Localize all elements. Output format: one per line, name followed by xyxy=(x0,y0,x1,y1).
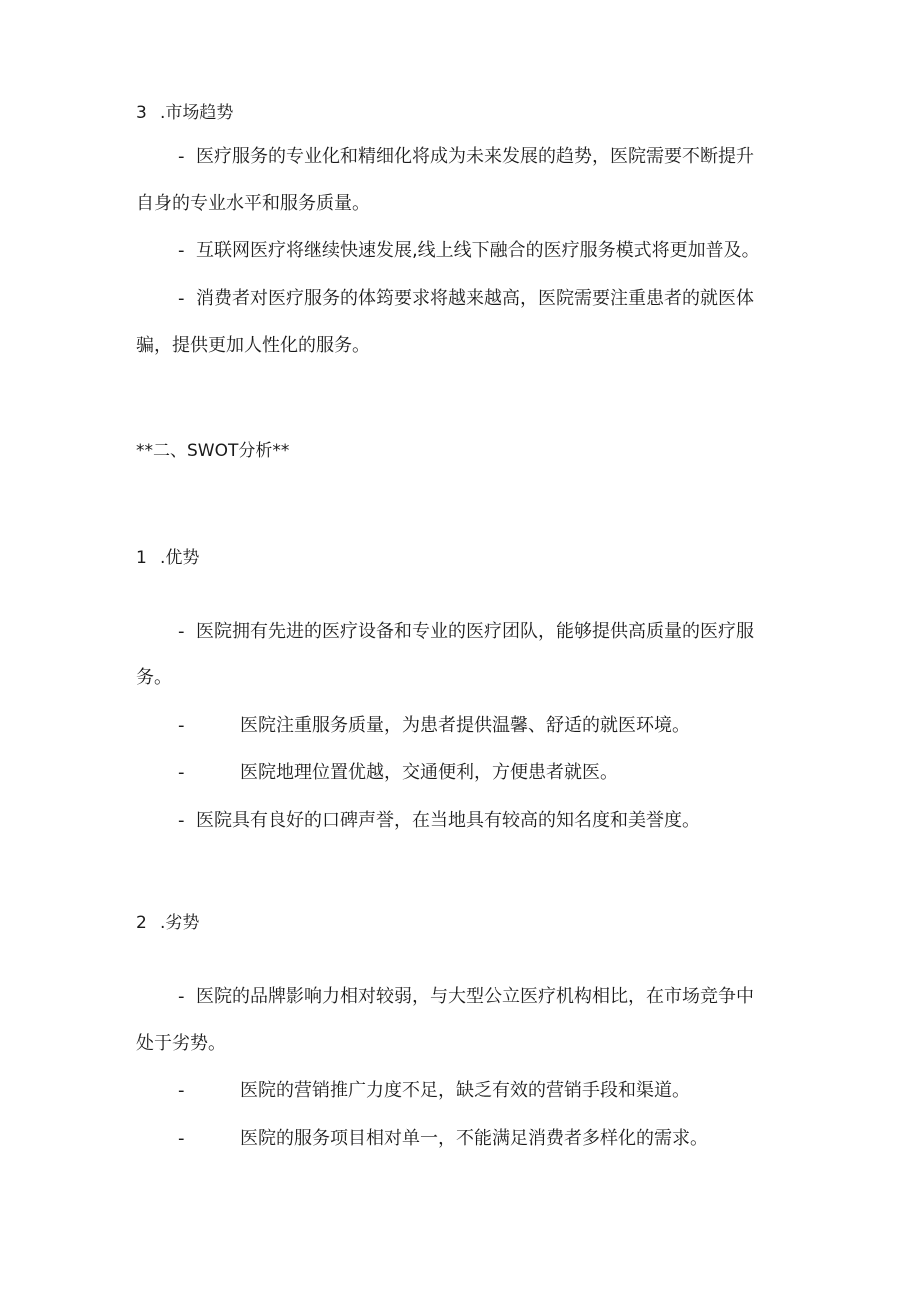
bullet-text: 医疗服务的专业化和精细化将成为未来发展的趋势，医院需要不断提升 xyxy=(195,146,754,167)
bullet-text: 医院具有良好的口碑声誉，在当地具有较高的知名度和美誉度。 xyxy=(195,810,700,831)
section-number: 3 xyxy=(136,103,147,123)
bullet-dash: - xyxy=(178,240,185,261)
bullet-line xyxy=(178,809,700,833)
section-number: 2 xyxy=(136,913,147,933)
bullet-text: 医院注重服务质量，为患者提供温馨、舒适的就医环境。 xyxy=(240,715,690,736)
bullet-dash: - xyxy=(178,715,185,736)
bullet-dash: - xyxy=(178,810,185,831)
swot-heading: **二、SWOT分析** xyxy=(136,441,290,461)
bullet-line xyxy=(178,287,754,311)
bullet-line xyxy=(178,985,754,1009)
bullet-text: 消费者对医疗服务的体筠要求将越来越高，医院需要注重患者的就医体 xyxy=(195,288,754,309)
bullet-line xyxy=(178,620,754,644)
bullet-continuation: 务。 xyxy=(136,667,172,688)
bullet-dash: - xyxy=(178,1080,185,1101)
bullet-text: 互联网医疗将继续快速发展,线上线下融合的医疗服务模式将更加普及。 xyxy=(195,240,760,261)
bullet-dash: - xyxy=(178,1128,185,1149)
section-heading-strengths xyxy=(136,546,199,570)
bullet-text: 医院的营销推广力度不足，缺乏有效的营销手段和渠道。 xyxy=(240,1080,690,1101)
bullet-text: 医院的品牌影响力相对较弱，与大型公立医疗机构相比，在市场竞争中 xyxy=(195,986,754,1007)
bullet-continuation: 骗，提供更加人性化的服务。 xyxy=(136,335,370,356)
bullet-line xyxy=(178,145,754,169)
bullet-dash: - xyxy=(178,288,185,309)
section-number: 1 xyxy=(136,548,147,568)
bullet-dash: - xyxy=(178,146,185,167)
section-title: .市场趋势 xyxy=(160,103,234,123)
section-title: .优势 xyxy=(160,548,200,568)
bullet-line xyxy=(178,239,760,263)
bullet-text: 医院的服务项目相对单一，不能满足消费者多样化的需求。 xyxy=(240,1128,708,1149)
bullet-dash: - xyxy=(178,621,185,642)
section-heading-market-trends xyxy=(136,101,233,125)
bullet-dash: - xyxy=(178,762,185,783)
bullet-continuation: 处于劣势。 xyxy=(136,1033,226,1054)
bullet-text: 医院拥有先进的医疗设备和专业的医疗团队，能够提供高质量的医疗服 xyxy=(195,621,754,642)
section-title: .劣势 xyxy=(160,913,200,933)
bullet-text: 医院地理位置优越，交通便利，方便患者就医。 xyxy=(240,762,618,783)
section-heading-weaknesses xyxy=(136,911,199,935)
bullet-dash: - xyxy=(178,986,185,1007)
bullet-continuation: 自身的专业水平和服务质量。 xyxy=(136,193,370,214)
